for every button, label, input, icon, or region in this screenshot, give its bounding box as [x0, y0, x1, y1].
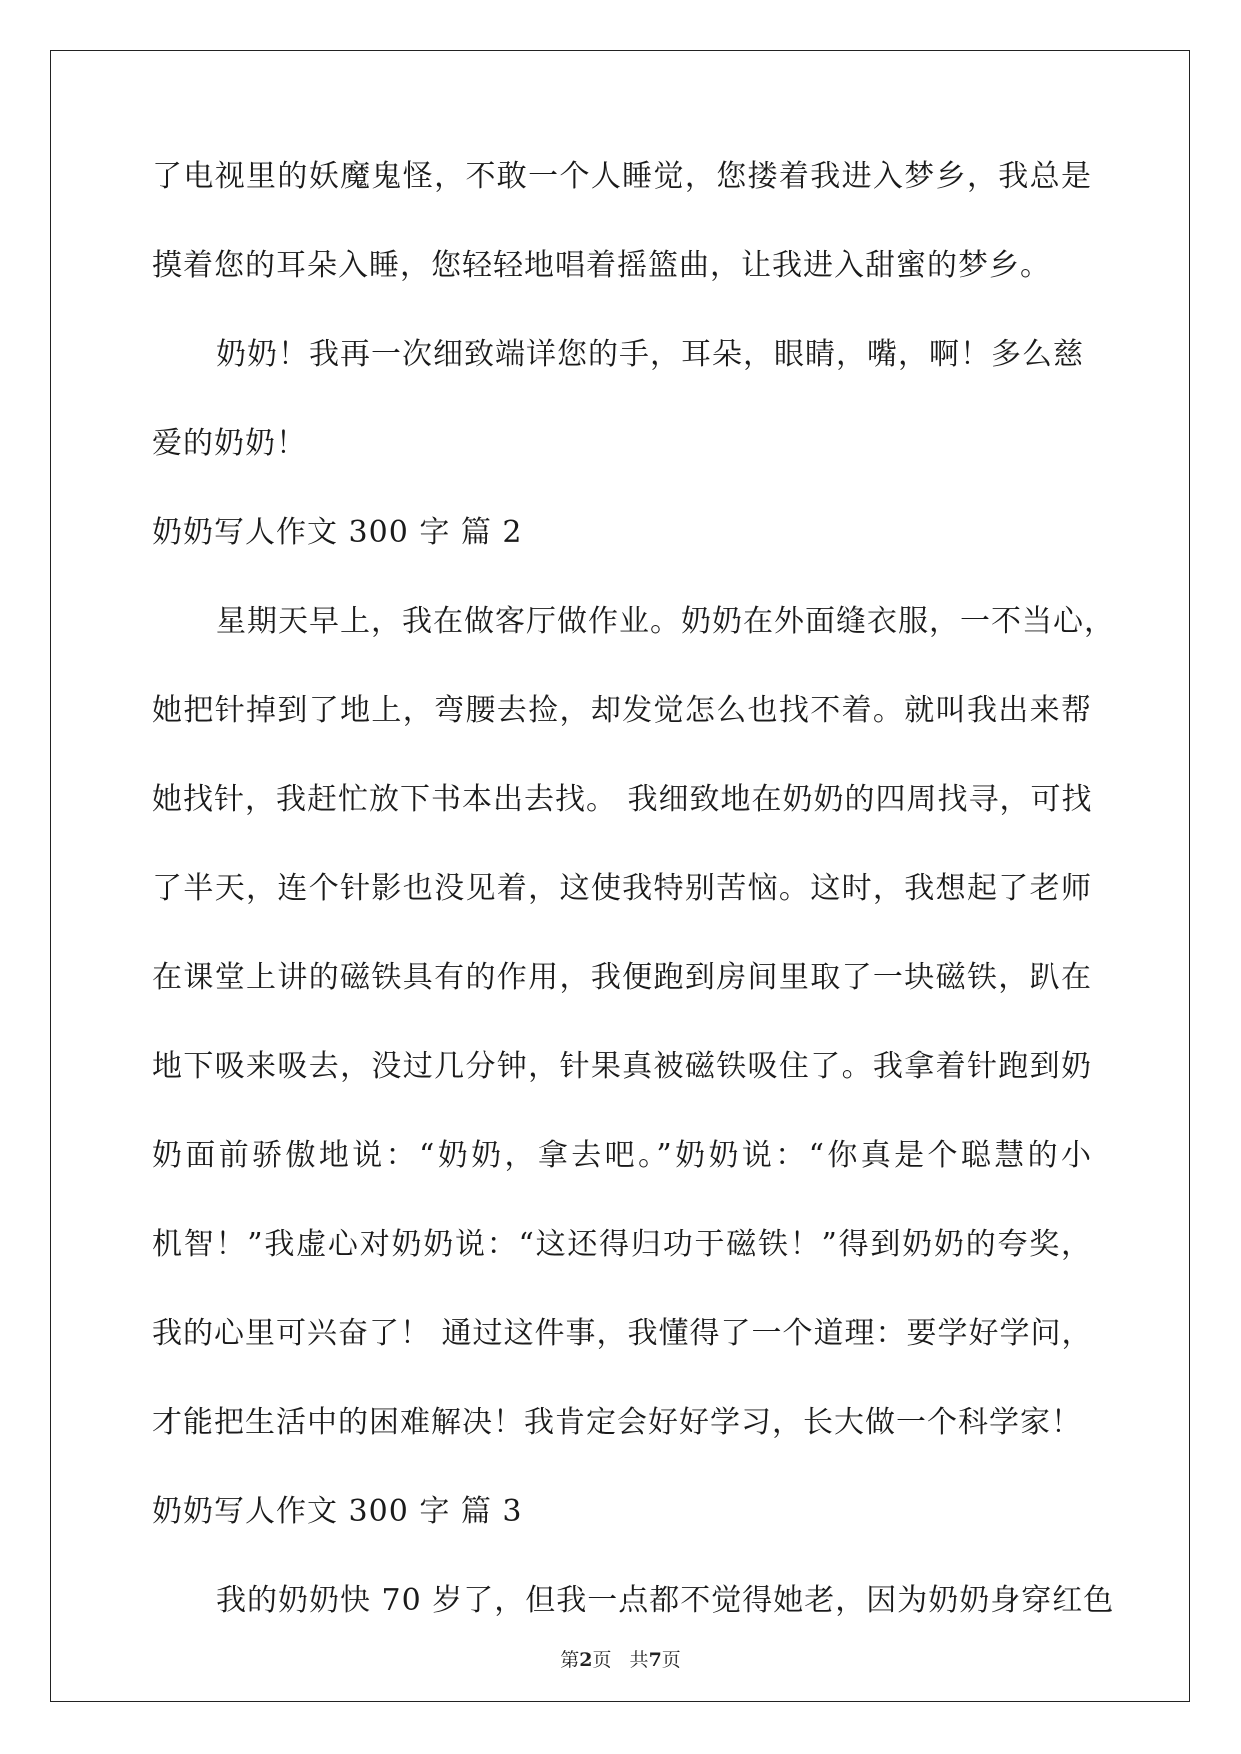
text-line: 机智！”我虚心对奶奶说：“这还得归功于磁铁！”得到奶奶的夸奖， — [152, 1227, 1092, 1262]
paragraph-start-line: 星期天早上，我在做客厅做作业。奶奶在外面缝衣服，一不当心， — [216, 604, 1115, 639]
text-line: 她找针，我赶忙放下书本出去找。 我细致地在奶奶的四周找寻，可找 — [152, 782, 1093, 817]
footer-prefix: 第 — [560, 1649, 580, 1671]
footer-mid: 页 共 — [592, 1649, 649, 1671]
text-line: 才能把生活中的困难解决！我肯定会好好学习，长大做一个科学家！ — [152, 1405, 1082, 1440]
section-heading: 奶奶写人作文 300 字 篇 3 — [152, 1494, 523, 1529]
text-line: 了电视里的妖魔鬼怪，不敢一个人睡觉，您搂着我进入梦乡，我总是 — [152, 159, 1092, 194]
text-line: 了半天，连个针影也没见着，这使我特别苦恼。这时，我想起了老师 — [152, 871, 1092, 906]
text-line: 她把针掉到了地上，弯腰去捡，却发觉怎么也找不着。就叫我出来帮 — [152, 693, 1092, 728]
document-body — [152, 159, 1115, 1675]
text-line: 地下吸来吸去，没过几分钟，针果真被磁铁吸住了。我拿着针跑到奶 — [152, 1049, 1092, 1084]
text-line: 摸着您的耳朵入睡，您轻轻地唱着摇篮曲，让我进入甜蜜的梦乡。 — [152, 248, 1051, 283]
paragraph-start-line: 我的奶奶快 70 岁了，但我一点都不觉得她老，因为奶奶身穿红色 — [216, 1583, 1115, 1618]
page-footer — [0, 1650, 1241, 1670]
section-heading: 奶奶写人作文 300 字 篇 2 — [152, 515, 523, 550]
current-page-number: 2 — [579, 1649, 593, 1671]
text-line: 我的心里可兴奋了！ 通过这件事，我懂得了一个道理：要学好学问， — [152, 1316, 1093, 1351]
text-line: 在课堂上讲的磁铁具有的作用，我便跑到房间里取了一块磁铁，趴在 — [152, 960, 1092, 995]
total-page-number: 7 — [648, 1649, 662, 1671]
paragraph-start-line: 奶奶！我再一次细致端详您的手，耳朵，眼睛，嘴，啊！多么慈 — [216, 337, 1084, 372]
text-line: 爱的奶奶！ — [152, 426, 307, 461]
footer-suffix: 页 — [661, 1649, 681, 1671]
text-line: 奶面前骄傲地说：“奶奶，拿去吧。”奶奶说：“你真是个聪慧的小 — [152, 1138, 1092, 1173]
